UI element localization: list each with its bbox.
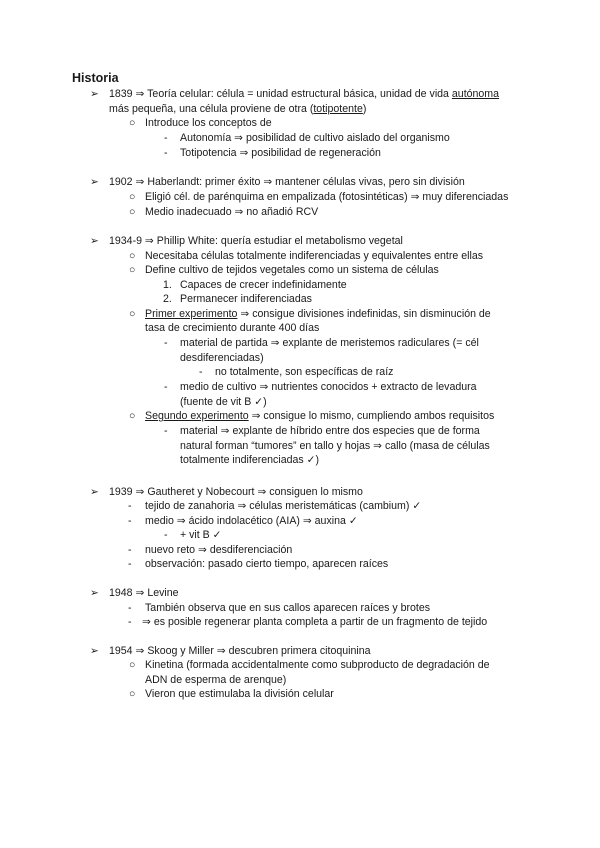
circle-bullet-icon: ○ [129, 659, 136, 671]
entry-1839-sub-concepts: Introduce los conceptos de [145, 117, 272, 129]
entry-1939-detail-4: observación: pasado cierto tiempo, aparecen raíces [145, 558, 389, 570]
entry-1939-detail-1: tejido de zanahoria ⇒ células meristemáticas (cambium) ✓ [145, 500, 422, 512]
entry-1839-text-2: más pequeña, una célula proviene de otra ( [109, 102, 314, 115]
medium-line-2: (fuente de vit B ✓) [180, 395, 267, 408]
list-number: 2. [163, 293, 172, 305]
requirement-1: Capaces de crecer indefinidamente [180, 279, 347, 291]
arrow-bullet-icon: ➢ [90, 176, 99, 188]
concept-totipotencia: Totipotencia ⇒ posibilidad de regeneración [180, 147, 381, 159]
second-experiment-line [145, 409, 494, 424]
medium-line-1: medio de cultivo ⇒ nutrientes conocidos + extracto de levadura [180, 381, 477, 393]
material-note: no totalmente, son específicas de raíz [215, 366, 394, 378]
dash-bullet-icon: - [199, 366, 203, 378]
material-2-line-1: material ⇒ explante de híbrido entre dos especies que de forma [180, 425, 480, 437]
entry-1948: 1948 ⇒ Levine [109, 587, 179, 599]
dash-bullet-icon: - [128, 500, 132, 512]
circle-bullet-icon: ○ [129, 117, 136, 129]
entry-1954-sub-1-line-2: ADN de esperma de arenque) [145, 673, 287, 686]
circle-bullet-icon: ○ [129, 206, 136, 218]
dash-bullet-icon: - [164, 132, 168, 144]
dash-bullet-icon: - [128, 558, 132, 570]
totipotente-underlined: totipotente [313, 102, 363, 115]
circle-bullet-icon: ○ [129, 688, 136, 700]
circle-bullet-icon: ○ [129, 250, 136, 262]
page-title: Historia [72, 71, 119, 85]
entry-1934-sub-2: Define cultivo de tejidos vegetales como un sistema de células [145, 264, 439, 276]
first-experiment-line-1 [145, 307, 491, 322]
list-number: 1. [163, 279, 172, 291]
second-experiment-heading: Segundo experimento [145, 410, 249, 422]
circle-bullet-icon: ○ [129, 410, 136, 422]
second-experiment-text: ⇒ consigue lo mismo, cumpliendo ambos requisitos [248, 410, 495, 422]
entry-1839-line-2 [109, 102, 366, 117]
entry-1948-detail-1: También observa que en sus callos aparecen raíces y brotes [145, 602, 431, 614]
arrow-bullet-icon: ➢ [90, 486, 99, 498]
closing-paren: ) [362, 102, 367, 115]
first-experiment-text: ⇒ consigue divisiones indefinidas, sin disminución de [237, 308, 491, 320]
arrow-bullet-icon: ➢ [90, 587, 99, 599]
dash-bullet-icon: - [128, 602, 132, 614]
dash-bullet-icon: - [164, 529, 168, 541]
material-line-2: desdiferenciadas) [180, 351, 264, 364]
arrow-bullet-icon: ➢ [90, 88, 99, 100]
entry-1902-sub-1: Eligió cél. de parénquima en empalizada (fotosintéticas) ⇒ muy diferenciadas [145, 191, 509, 203]
autonoma-underlined: autónoma [451, 88, 500, 100]
entry-1954: 1954 ⇒ Skoog y Miller ⇒ descubren primera citoquinina [109, 645, 371, 657]
circle-bullet-icon: ○ [129, 264, 136, 276]
dash-bullet-icon: - [128, 616, 132, 628]
entry-1939-detail-3: nuevo reto ⇒ desdiferenciación [145, 544, 293, 556]
circle-bullet-icon: ○ [129, 308, 136, 320]
material-2-line-3: totalmente indiferenciadas ✓) [180, 454, 320, 466]
entry-1902: 1902 ⇒ Haberlandt: primer éxito ⇒ mantener células vivas, pero sin división [109, 176, 465, 188]
dash-bullet-icon: - [164, 147, 168, 159]
entry-1839-text: 1839 ⇒ Teoría celular: célula = unidad estructural básica, unidad de vida [109, 88, 452, 100]
dash-bullet-icon: - [128, 544, 132, 556]
entry-1934: 1934-9 ⇒ Phillip White: quería estudiar el metabolismo vegetal [109, 235, 403, 247]
first-experiment-heading: Primer experimento [145, 308, 238, 320]
circle-bullet-icon: ○ [129, 191, 136, 203]
entry-1839-line-1 [109, 87, 499, 102]
entry-1939-detail-2: medio ⇒ ácido indolacético (AIA) ⇒ auxina ✓ [145, 515, 358, 527]
entry-1939-detail-2a: + vit B ✓ [180, 529, 222, 541]
entry-1954-sub-1-line-1: Kinetina (formada accidentalmente como subproducto de degradación de [145, 659, 490, 671]
material-2-line-2: natural forman “tumores” en tallo y hojas ⇒ callo (masa de células [180, 439, 490, 452]
entry-1954-sub-2: Vieron que estimulaba la división celular [145, 688, 334, 700]
arrow-bullet-icon: ➢ [90, 235, 99, 247]
requirement-2: Permanecer indiferenciadas [180, 293, 312, 305]
dash-bullet-icon: - [164, 337, 168, 349]
entry-1934-sub-1: Necesitaba células totalmente indiferenciadas y equivalentes entre ellas [145, 250, 484, 262]
dash-bullet-icon: - [164, 381, 168, 393]
entry-1902-sub-2: Medio inadecuado ⇒ no añadió RCV [145, 206, 319, 218]
dash-bullet-icon: - [128, 515, 132, 527]
concept-autonomia: Autonomía ⇒ posibilidad de cultivo aislado del organismo [180, 132, 450, 144]
dash-bullet-icon: - [164, 425, 168, 437]
entry-1948-detail-2: ⇒ es posible regenerar planta completa a partir de un fragmento de tejido [142, 616, 488, 628]
material-line-1: material de partida ⇒ explante de meristemos radiculares (= cél [180, 337, 479, 349]
first-experiment-line-2: tasa de crecimiento durante 400 días [145, 322, 320, 334]
entry-1939: 1939 ⇒ Gautheret y Nobecourt ⇒ consiguen lo mismo [109, 486, 363, 498]
arrow-bullet-icon: ➢ [90, 645, 99, 657]
